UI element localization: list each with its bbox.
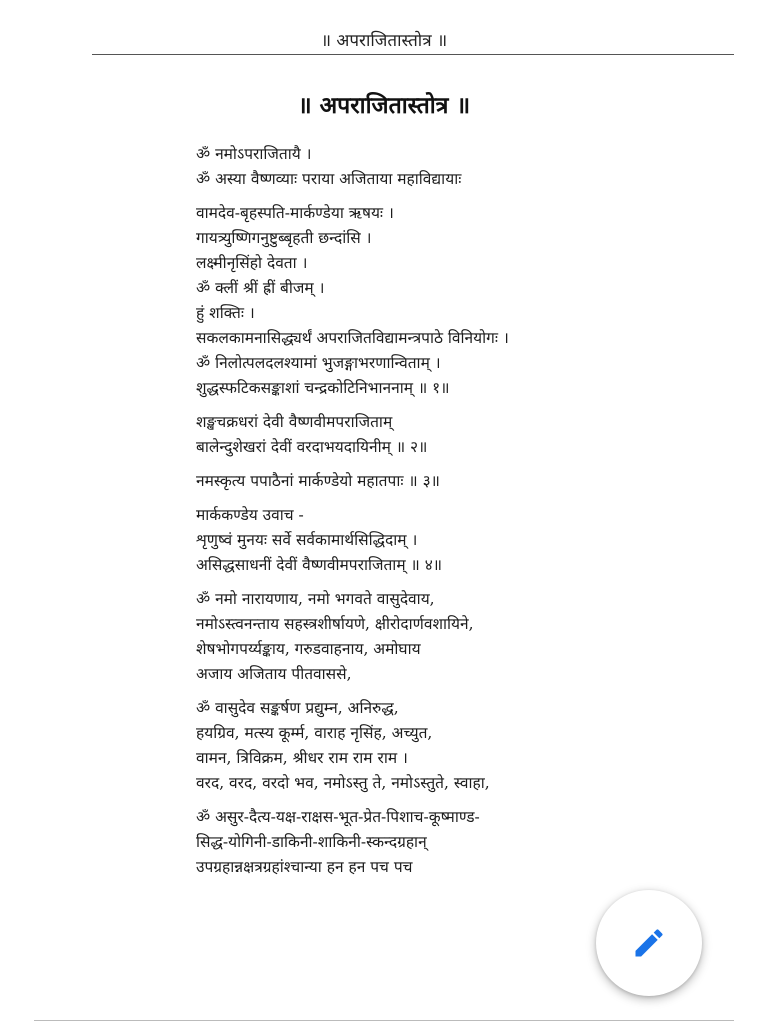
text-line: शुद्धस्फटिकसङ्काशां चन्द्रकोटिनिभाननाम् ॥ १॥ [196,379,450,397]
pencil-edit-icon [631,925,667,961]
paragraph-invocation [196,142,726,192]
text-line: नमोऽस्त्वनन्ताय सहस्त्रशीर्षायणे, क्षीरोदार्णवशायिने, [196,615,474,633]
text-line: गायत्र्युष्णिगनुष्टुब्बृहती छन्दांसि । [196,229,372,247]
text-line: ॐ वासुदेव सङ्कर्षण प्रद्युम्न, अनिरुद्ध, [196,699,399,717]
text-line: वरद, वरद, वरदो भव, नमोऽस्तु ते, नमोऽस्तुते, स्वाहा, [196,774,490,792]
text-line: उपग्रहान्नक्षत्रग्रहांश्चान्या हन हन पच पच [196,858,413,876]
paragraph-vasudeva [196,696,726,796]
text-line: ॐ असुर-दैत्य-यक्ष-राक्षस-भूत-प्रेत-पिशाच-कूष्माण्ड- [196,808,480,826]
text-line: ॐ अस्या वैष्णव्याः पराया अजिताया महाविद्यायाः [196,170,462,188]
text-line: ॐ निलोत्पलदलश्यामां भुजङ्गाभरणान्विताम् । [196,354,441,372]
text-line: ॐ क्लीं श्रीं ह्रीं बीजम् । [196,279,325,297]
paragraph-verse-3 [196,469,726,494]
text-line: शङ्खचक्रधरां देवी वैष्णवीमपराजिताम् [196,413,393,431]
text-line: ॐ नमो नारायणाय, नमो भगवते वासुदेवाय, [196,590,435,608]
running-header: ॥ अपराजितास्तोत्र ॥ [320,31,448,51]
text-line: वामदेव-बृहस्पति-मार्कण्डेया ऋषयः । [196,204,394,222]
edit-button[interactable] [596,890,702,996]
text-line: मार्ककण्डेय उवाच - [196,506,304,524]
page-title: ॥ अपराजितास्तोत्र ॥ [297,92,471,119]
text-line: सिद्ध-योगिनी-डाकिनी-शाकिनी-स्कन्दग्रहान् [196,833,427,851]
paragraph-asura [196,805,726,880]
text-line: असिद्धसाधनीं देवीं वैष्णवीमपराजिताम् ॥ ४॥ [196,556,443,574]
text-line: बालेन्दुशेखरां देवीं वरदाभयदायिनीम् ॥ २॥ [196,438,428,456]
page-bottom-divider [34,1020,734,1021]
text-line: वामन, त्रिविक्रम, श्रीधर राम राम राम । [196,749,408,767]
text-line: हयग्रिव, मत्स्य कूर्म्म, वाराह नृसिंह, अच्युत, [196,724,433,742]
paragraph-verse-2 [196,410,726,460]
text-line: हुं शक्तिः । [196,304,255,322]
text-line: ॐ नमोऽपराजितायै । [196,145,312,163]
text-line: लक्ष्मीनृसिंहो देवता । [196,254,308,272]
paragraph-viniyoga [196,201,726,401]
text-line: सकलकामनासिद्ध्यर्थं अपराजितविद्यामन्त्रपाठे विनियोगः । [196,329,509,347]
paragraph-verse-4 [196,503,726,578]
document-body [196,142,726,889]
text-line: शृणुष्वं मुनयः सर्वे सर्वकामार्थसिद्धिदाम् । [196,531,418,549]
paragraph-namo-narayanaya [196,587,726,687]
text-line: शेषभोगपर्य्यङ्काय, गरुडवाहनाय, अमोघाय [196,640,421,658]
header-divider [92,54,734,55]
text-line: अजाय अजिताय पीतवाससे, [196,665,352,683]
text-line: नमस्कृत्य पपाठैनां मार्कण्डेयो महातपाः ॥ ३॥ [196,472,440,490]
